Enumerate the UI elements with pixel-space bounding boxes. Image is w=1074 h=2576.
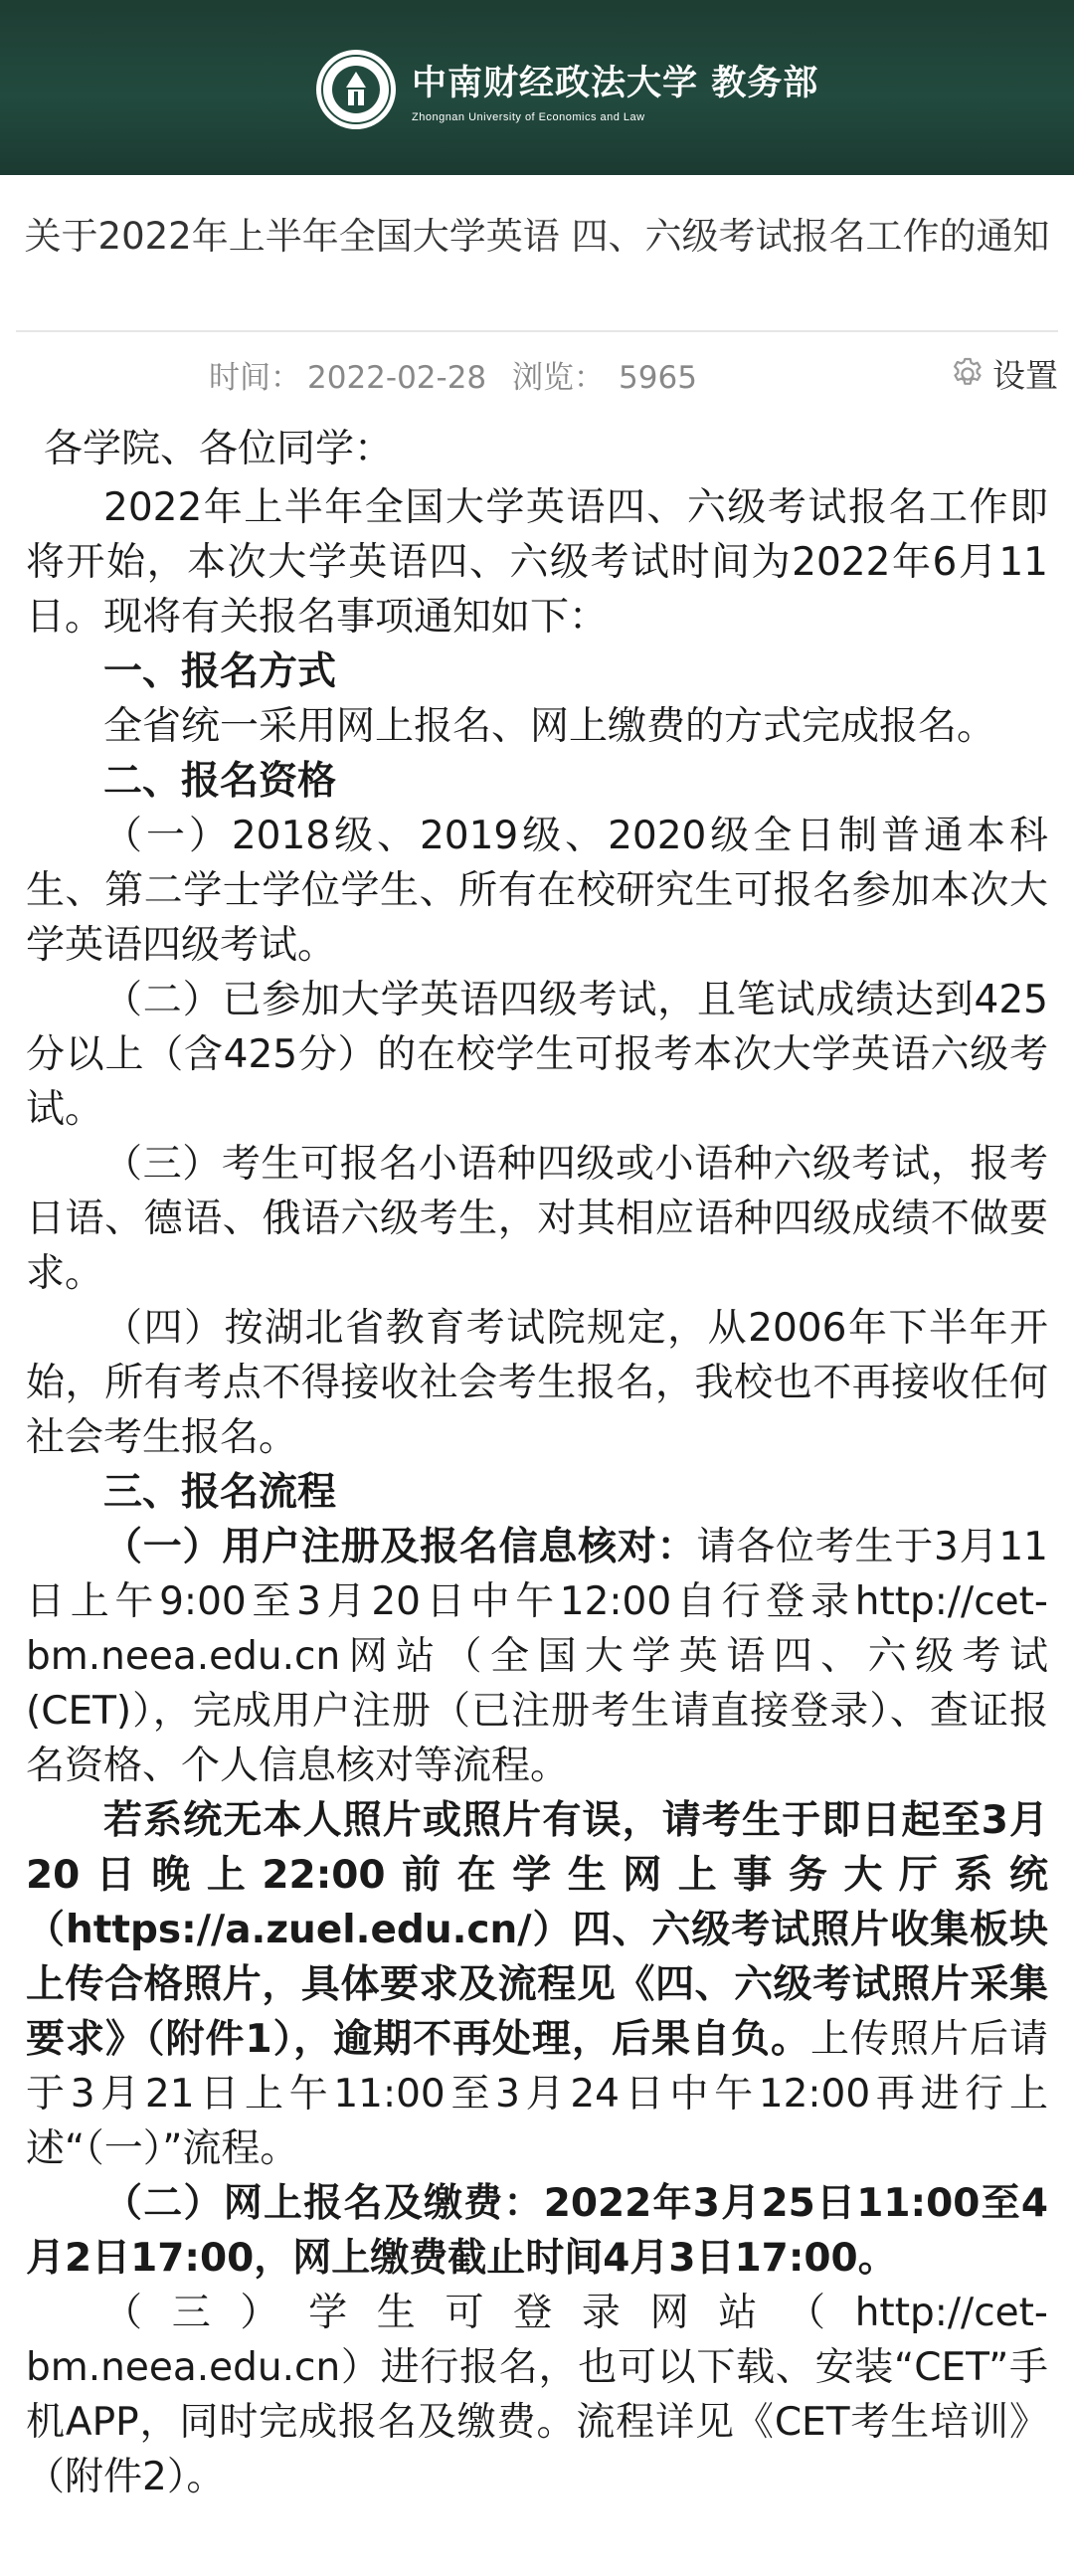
article-body: [0, 422, 1074, 2504]
step-3-paragraph: [26, 2286, 1048, 2504]
qualification-1: （一）2018级、2019级、2020级全日制普通本科生、第二学士学位学生、所有在校研究生可报名参加本次大学英语四级考试。: [26, 814, 1048, 968]
university-seal-icon: [314, 48, 398, 131]
section-heading-1: 一、报名方式: [103, 649, 337, 694]
section-heading-2: 二、报名资格: [103, 759, 337, 804]
photo-paragraph: [26, 1793, 1048, 2176]
article-meta-info: [209, 352, 703, 397]
site-header: [0, 0, 1074, 175]
time-label: 时间：: [209, 360, 301, 396]
time-value: 2022-02-28: [307, 360, 487, 396]
step-3-first-line: （三）学生可登录网站（http://cet-: [103, 2291, 1048, 2335]
photo-notice-bold: 若系统无本人照片或照片有误，请考生于即日起至3月20日晚上22:00前在学生网上事务大厅系统（https://a.zuel.edu.cn/）四、六级考试照片收集板块上传合格照片，具体要求及流程见《四、六级考试照片采集要求》（附件1），逾期不再处理，后果自负。: [26, 1798, 1048, 2062]
qualification-2: （二）已参加大学英语四级考试，且笔试成绩达到425分以上（含425分）的在校学生可报考本次大学英语六级考试。: [26, 978, 1048, 1132]
step-2-paragraph: （二）网上报名及缴费：2022年3月25日11:00至4月2日17:00，网上缴费截止时间4月3日17:00。: [26, 2181, 1048, 2281]
intro-paragraph: 2022年上半年全国大学英语四、六级考试报名工作即将开始，本次大学英语四、六级考试时间为2022年6月11日。现将有关报名事项通知如下：: [26, 485, 1048, 640]
section-heading-3: 三、报名流程: [103, 1470, 337, 1515]
gear-icon: [949, 355, 986, 393]
university-name: 中南财经政法大学 教务部: [412, 63, 819, 103]
article-title: 关于2022年上半年全国大学英语 四、六级考试报名工作的通知: [24, 215, 1050, 258]
step-1-title: （一）用户注册及报名信息核对：: [103, 1525, 697, 1569]
qualification-4: （四）按湖北省教育考试院规定，从2006年下半年开始，所有考点不得接收社会考生报名，我校也不再接收任何社会考生报名。: [26, 1306, 1048, 1460]
photo-notice-text: 上传照片后请于3月21日上午11:00至3月24日中午12:00再进行上述“（一）”流程。: [26, 2017, 1048, 2171]
settings-button[interactable]: [949, 350, 1058, 397]
qualification-3: （三）考生可报名小语种四级或小语种六级考试，报考日语、德语、俄语六级考生，对其相应语种四级成绩不做要求。: [26, 1142, 1048, 1296]
step-1-paragraph: [26, 1520, 1048, 1793]
views-label: 浏览：: [512, 360, 606, 396]
university-name-en: Zhongnan University of Economics and Law: [412, 111, 645, 123]
step-3-rest: bm.neea.edu.cn）进行报名，也可以下载、安装“CET”手机APP，同时完成报名及缴费。流程详见《CET考生培训》（附件2）。: [26, 2345, 1048, 2499]
step-1-text: 请各位考生于3月11日上午9:00至3月20日中午12:00自行登录http://cet-bm.neea.edu.cn网站（全国大学英语四、六级考试(CET)），完成用户注册（已注册考生请直接登录）、查证报名资格、个人信息核对等流程。: [26, 1525, 1048, 1788]
article-title-block: [0, 175, 1074, 330]
article-meta: [0, 332, 1074, 422]
settings-label: 设置: [992, 356, 1058, 395]
university-logo[interactable]: [314, 48, 818, 131]
salutation: 各学院、各位同学：: [44, 427, 394, 471]
paragraph-1: 全省统一采用网上报名、网上缴费的方式完成报名。: [103, 704, 996, 749]
department-name: 教务部: [711, 63, 819, 103]
views-value: 5965: [619, 360, 697, 396]
